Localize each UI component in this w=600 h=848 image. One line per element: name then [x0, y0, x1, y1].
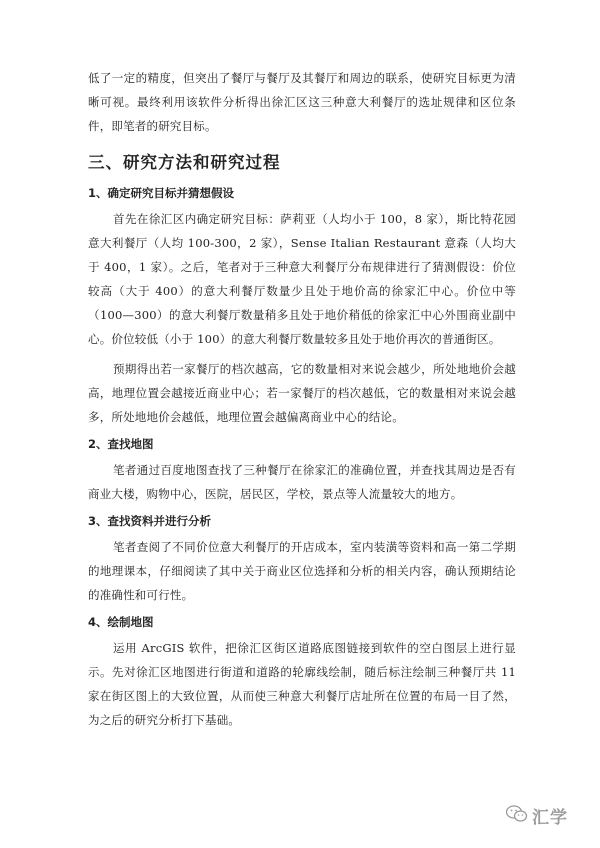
- subsection-heading-2: 2、查找地图: [88, 437, 154, 451]
- document-body: [88, 66, 516, 732]
- paragraph-draw-map: 运用 ArcGIS 软件，把徐汇区街区道路底图链接到软件的空白图层上进行显示。先对徐汇区地图进行街道和道路的轮廓线绘制，随后标注绘制三种餐厅共 11 家在街区图上的大致位置，从而使三种意大利餐厅店址所在位置的布局一目了然，为之后的研究分析打下基础。: [88, 641, 516, 727]
- subsection-heading-1: 1、确定研究目标并猜想假设: [88, 186, 235, 200]
- paragraph-intro-continued: 低了一定的精度，但突出了餐厅与餐厅及其餐厅和周边的联系，使研究目标更为清晰可视。最终利用该软件分析得出徐汇区这三种意大利餐厅的选址规律和区位条件，即笔者的研究目标。: [88, 71, 516, 133]
- subsection-heading-4: 4、绘制地图: [88, 615, 154, 629]
- wechat-icon: [506, 805, 528, 827]
- subsection-heading-3: 3、查找资料并进行分析: [88, 514, 212, 528]
- section-heading: 三、研究方法和研究过程: [88, 153, 281, 172]
- watermark-text: 汇学: [532, 808, 568, 828]
- paragraph-research-materials: 笔者查阅了不同价位意大利餐厅的开店成本，室内装潢等资料和高一第二学期的地理课本，仔细阅读了其中关于商业区位选择和分析的相关内容，确认预期结论的准确性和可行性。: [88, 540, 516, 602]
- paragraph-expected-conclusion: 预期得出若一家餐厅的档次越高，它的数量相对来说会越少，所处地地价会越高，地理位置会越接近商业中心；若一家餐厅的档次越低，它的数量相对来说会越多，所处地地价会越低，地理位置会越偏离商业中心的结论。: [88, 362, 516, 424]
- watermark: [506, 803, 568, 828]
- paragraph-research-targets: 首先在徐汇区内确定研究目标：萨莉亚（人均小于 100，8 家），斯比特花园意大利餐厅（人均 100-300，2 家），Sense Italian Restaurant 意森（人均大于 400，1 家）。之后，笔者对于三种意大利餐厅分布规律进行了猜测假设：价位较高（大于 400）的意大利餐厅数量少且处于地价高的徐家汇中心。价位中等（100—300）的意大利餐厅数量稍多且处于地价稍低的徐家汇中心外围商业副中心。价位较低（小于 100）的意大利餐厅数量较多且处于地价再次的普通街区。: [88, 212, 516, 346]
- paragraph-find-map: 笔者通过百度地图查找了三种餐厅在徐家汇的准确位置，并查找其周边是否有商业大楼，购物中心，医院，居民区，学校，景点等人流量较大的地方。: [88, 463, 516, 501]
